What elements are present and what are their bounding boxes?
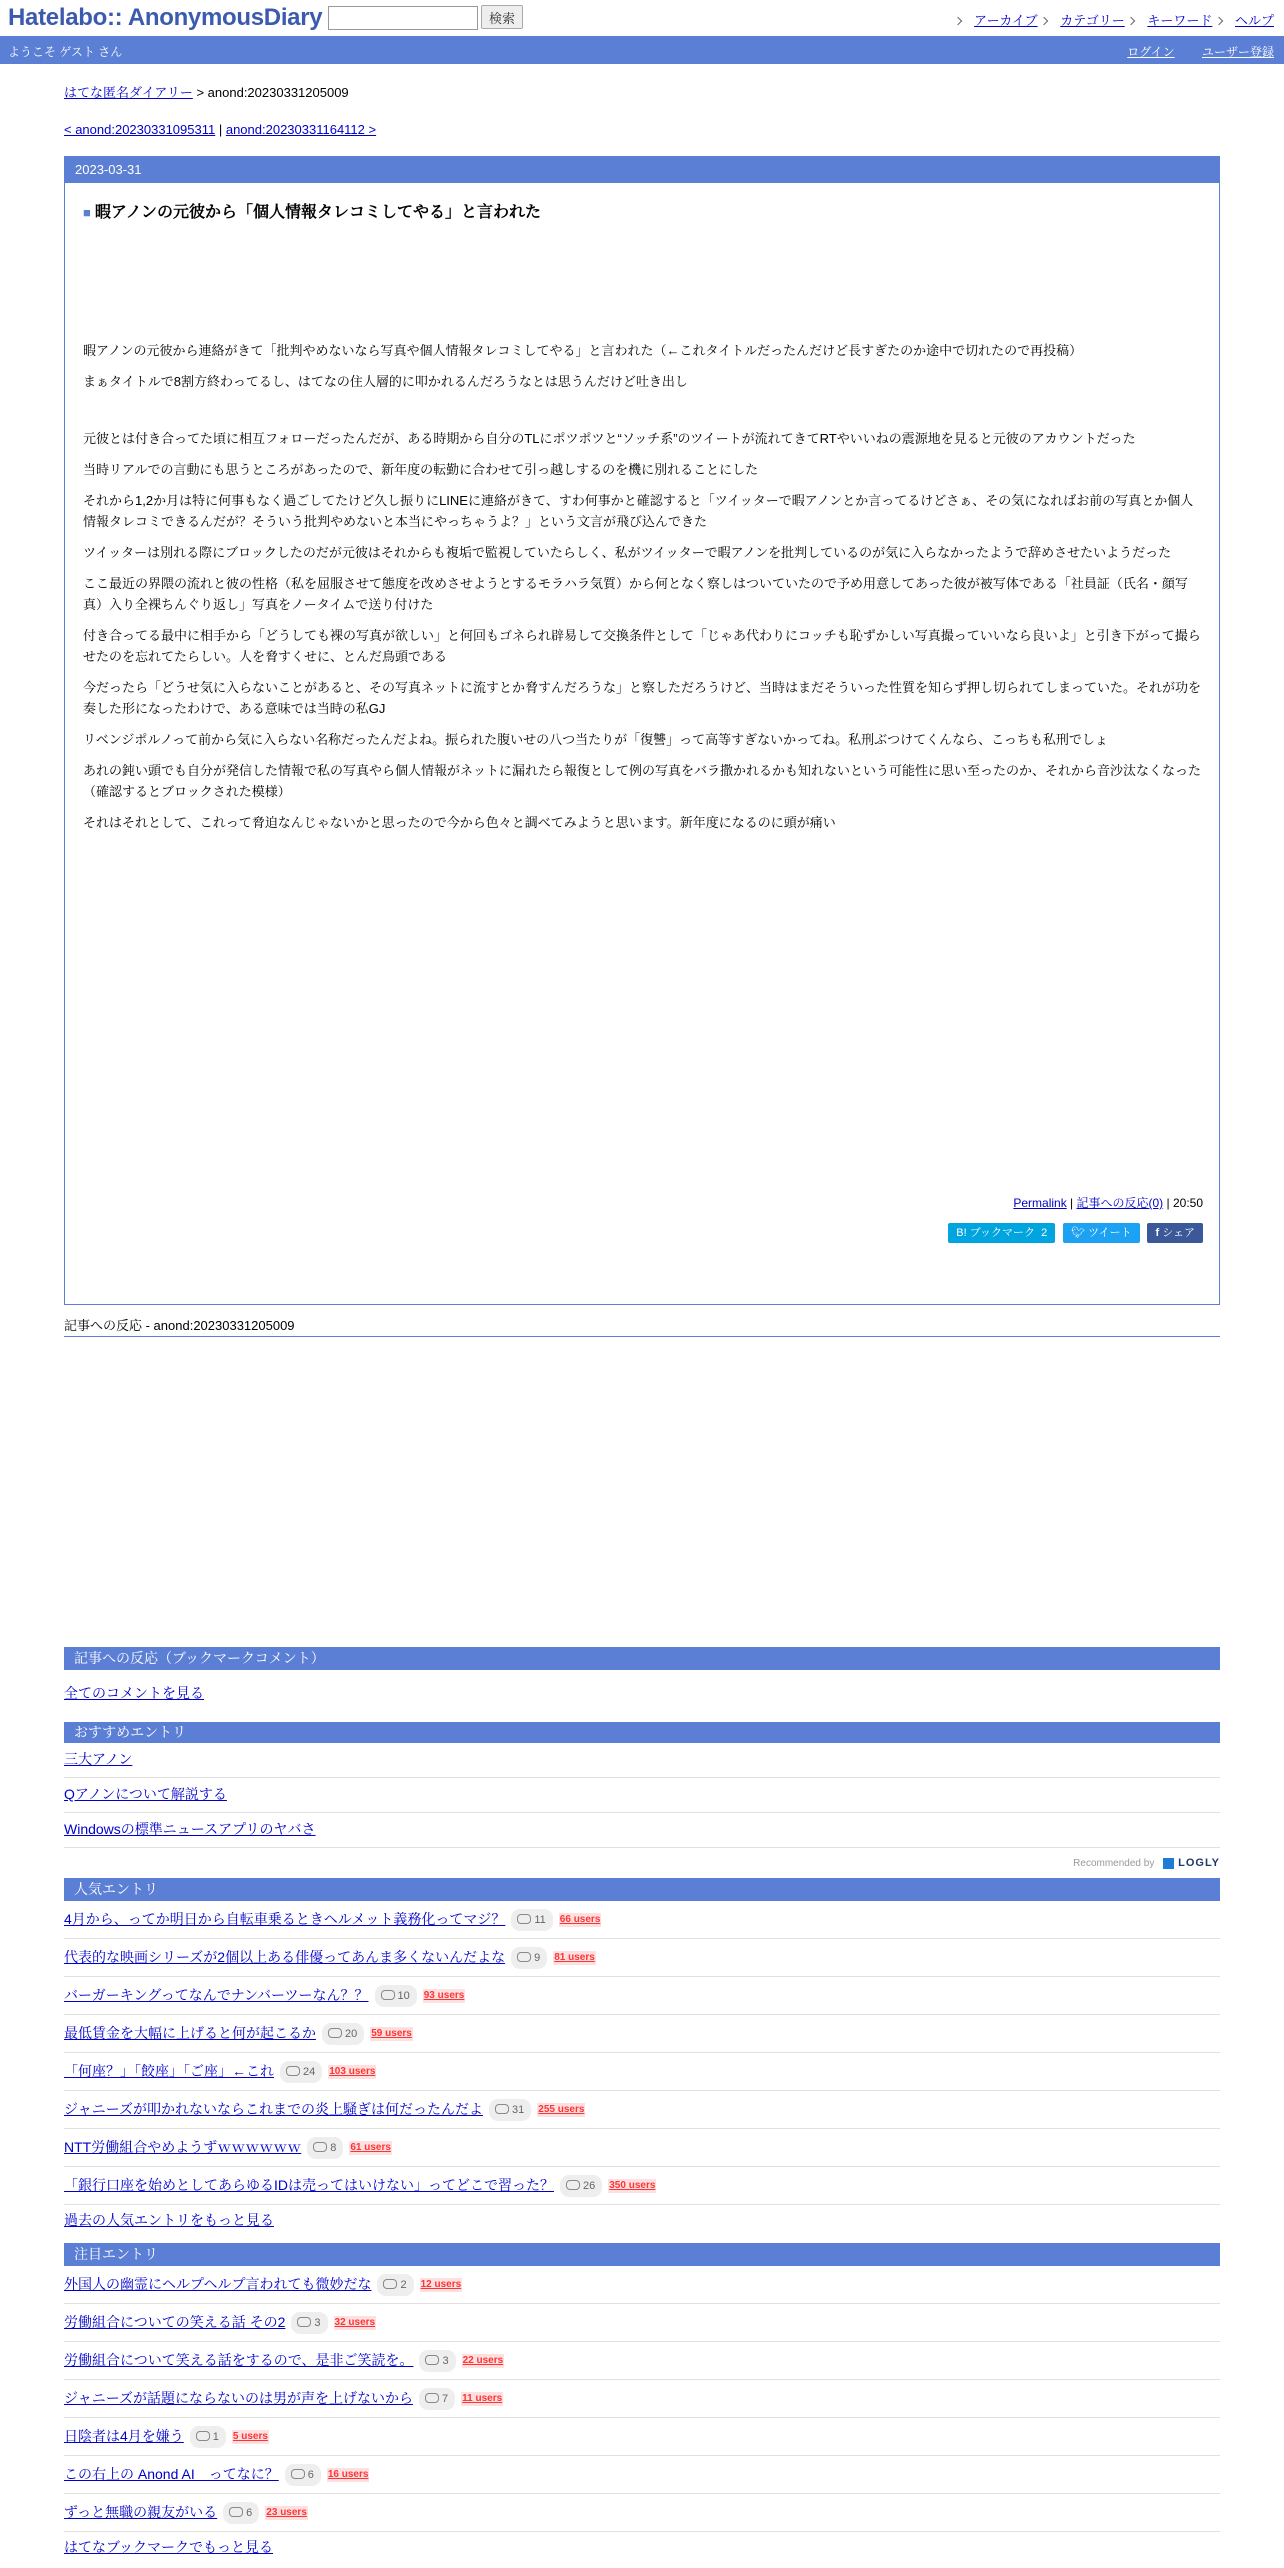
permalink-link[interactable]: Permalink bbox=[1013, 1196, 1067, 1210]
comment-count-value: 31 bbox=[512, 2104, 525, 2117]
nav-keyword[interactable]: キーワード bbox=[1147, 13, 1213, 28]
comment-count[interactable] bbox=[285, 2464, 321, 2486]
users-badge[interactable]: 255 users bbox=[538, 2104, 585, 2116]
entry-link[interactable]: ジャニーズが叩かれないならこれまでの炎上騒ぎは何だったんだよ bbox=[64, 2101, 484, 2117]
popular-heading: 人気エントリ bbox=[64, 1878, 1220, 1901]
comment-count-value: 1 bbox=[212, 2431, 219, 2444]
recommended-link[interactable]: Qアノンについて解説する bbox=[64, 1786, 227, 1802]
users-badge[interactable]: 22 users bbox=[462, 2355, 504, 2367]
entry-link[interactable]: 労働組合についての笑える話 その2 bbox=[64, 2314, 286, 2330]
entry-date: 2023-03-31 bbox=[65, 157, 1219, 183]
breadcrumb-separator: > bbox=[192, 85, 208, 100]
facebook-share-button[interactable] bbox=[1147, 1223, 1203, 1243]
login-link[interactable]: ログイン bbox=[1127, 45, 1175, 59]
entry-link[interactable]: 最低賃金を大幅に上げると何が起こるか bbox=[64, 2025, 316, 2041]
recommended-by bbox=[1073, 1857, 1220, 1869]
entry-paragraph: リベンジポルノって前から気に入らない名称だったんだよね。振られた腹いせの八つ当たりが「復讐」って高等すぎないかってね。私刑ぶつけてくんなら、こっちも私刑でしょ bbox=[83, 732, 1108, 747]
user-bar bbox=[0, 36, 1284, 64]
entry-box bbox=[64, 156, 1220, 1305]
entry-time: 20:50 bbox=[1172, 1196, 1203, 1210]
list-item bbox=[64, 1901, 1220, 1939]
recommended-heading: おすすめエントリ bbox=[64, 1722, 1220, 1743]
comment-icon bbox=[495, 2104, 509, 2114]
users-badge[interactable]: 81 users bbox=[554, 1952, 595, 1964]
comment-count[interactable] bbox=[377, 2274, 413, 2296]
comment-count[interactable] bbox=[322, 2023, 364, 2045]
facebook-label: シェア bbox=[1162, 1227, 1195, 1239]
entry-paragraph: ここ最近の界隈の流れと彼の性格（私を屈服させて態度を改めさせようとするモラハラ気質）から何となく察しはついていたので予め用意してあった彼が被写体である「社員証（氏名・顔写真）入り全裸ちんぐり返し」写真をノータイムで送り付けた bbox=[83, 576, 1188, 612]
comment-icon bbox=[286, 2066, 300, 2076]
top-nav bbox=[955, 10, 1274, 29]
comment-count-value: 6 bbox=[307, 2469, 314, 2482]
comment-icon bbox=[566, 2180, 580, 2190]
comment-count[interactable] bbox=[375, 1985, 417, 2007]
comment-count-value: 7 bbox=[442, 2393, 449, 2406]
entry-pager bbox=[64, 122, 1220, 144]
nav-help[interactable]: ヘルプ bbox=[1234, 13, 1274, 28]
logly-logo[interactable] bbox=[1163, 1857, 1220, 1869]
comment-count-value: 9 bbox=[534, 1952, 541, 1965]
comment-count-value: 3 bbox=[314, 2317, 321, 2330]
entry-paragraph: 今だったら「どうせ気に入らないことがあると、その写真ネットに流すとか脅すんだろうな」と察しただろうけど、当時はまだそういった性質を知らず押し切られてしまっていた。それが功を奏した形になったわけで、ある意味では当時の私GJ bbox=[83, 680, 1202, 716]
users-badge[interactable]: 93 users bbox=[423, 1990, 465, 2002]
comment-count[interactable] bbox=[291, 2312, 327, 2334]
chevron-right-icon bbox=[954, 17, 962, 25]
entry-link[interactable]: 外国人の幽霊にヘルプヘルプ言われても微妙だな bbox=[64, 2276, 372, 2292]
users-badge[interactable]: 16 users bbox=[327, 2469, 369, 2481]
list-item bbox=[64, 2342, 1220, 2380]
entry-link[interactable]: NTT労働組合やめようずｗｗｗｗｗｗ bbox=[64, 2139, 302, 2155]
comment-count-value: 24 bbox=[303, 2066, 316, 2079]
comment-count[interactable] bbox=[489, 2099, 531, 2121]
comment-icon bbox=[517, 1952, 531, 1962]
user-links bbox=[1103, 43, 1274, 60]
comment-count-value: 3 bbox=[442, 2355, 449, 2368]
comment-icon bbox=[196, 2431, 210, 2441]
nav-archive[interactable]: アーカイブ bbox=[974, 13, 1038, 28]
pager-separator: | bbox=[215, 122, 226, 137]
bookmark-comments-heading: 記事への反応（ブックマークコメント） bbox=[64, 1647, 1220, 1670]
list-item bbox=[64, 1743, 1220, 1778]
hatena-bookmark-label: B! ブックマーク bbox=[956, 1227, 1035, 1239]
more-popular bbox=[64, 2205, 1220, 2235]
chevron-right-icon bbox=[1215, 17, 1223, 25]
chevron-right-icon bbox=[1127, 17, 1135, 25]
breadcrumb bbox=[64, 82, 1220, 104]
entry-link[interactable]: 労働組合について笑える話をするので、是非ご笑読を。 bbox=[64, 2352, 414, 2368]
breadcrumb-current: anond:20230331205009 bbox=[207, 85, 349, 100]
comment-icon bbox=[425, 2355, 439, 2365]
share-buttons bbox=[944, 1223, 1203, 1243]
next-entry-link[interactable]: anond:20230331164112 > bbox=[225, 122, 377, 137]
comment-count-value: 10 bbox=[397, 1990, 410, 2003]
hatena-bookmark-button[interactable] bbox=[948, 1223, 1055, 1243]
comment-count[interactable] bbox=[190, 2426, 226, 2448]
comment-count[interactable] bbox=[280, 2061, 322, 2083]
list-item bbox=[64, 1813, 1220, 1848]
list-item bbox=[64, 2167, 1220, 2205]
entry-paragraph: それから1,2か月は特に何事もなく過ごしてたけど久し振りにLINEに連絡がきて、すわ何事かと確認すると「ツイッターで暇アノンとか言ってるけどさぁ、その気になればお前の写真とか個人情報タレコミできるんだが？そういう批判やめないと本当にやっちゃうよ？」という文言が飛び込んできた bbox=[83, 493, 1194, 529]
recommended-link[interactable]: 三大アノン bbox=[64, 1751, 133, 1767]
list-item bbox=[64, 2456, 1220, 2494]
chevron-right-icon bbox=[1040, 17, 1048, 25]
list-item bbox=[64, 1977, 1220, 2015]
comment-icon bbox=[425, 2393, 439, 2403]
comment-count-value: 6 bbox=[246, 2507, 253, 2520]
welcome-text: ようこそ ゲスト さん bbox=[8, 45, 123, 59]
users-badge[interactable]: 11 users bbox=[462, 2393, 503, 2405]
list-item bbox=[64, 2266, 1220, 2304]
more-noteworthy bbox=[64, 2532, 1220, 2562]
site-logo[interactable]: Hatelabo:: AnonymousDiary bbox=[8, 4, 323, 31]
search-input[interactable] bbox=[328, 6, 478, 30]
comment-count[interactable] bbox=[419, 2350, 455, 2372]
users-badge[interactable]: 61 users bbox=[350, 2142, 391, 2154]
list-item bbox=[64, 2304, 1220, 2342]
entry-title bbox=[83, 199, 1219, 222]
tweet-button[interactable] bbox=[1063, 1223, 1139, 1243]
comment-count[interactable] bbox=[560, 2175, 602, 2197]
noteworthy-list bbox=[64, 2266, 1220, 2562]
users-badge[interactable]: 103 users bbox=[329, 2066, 376, 2078]
entry-link[interactable]: 「何座？」「餃座」「ご座」←これ bbox=[64, 2063, 274, 2079]
users-badge[interactable]: 5 users bbox=[232, 2431, 268, 2443]
entry-link[interactable]: 日陰者は4月を嫌う bbox=[64, 2428, 184, 2444]
comment-icon bbox=[381, 1990, 395, 2000]
entry-paragraph: 付き合ってる最中に相手から「どうしても裸の写真が欲しい」と何回もゴネられ辟易して交換条件として「じゃあ代わりにコッチも恥ずかしい写真撮っていいなら良いよ」と引き下がって撮らせたのを忘れてたらしい。人を脅すくせに、とんだ鳥頭である bbox=[83, 628, 1201, 664]
recommended-list bbox=[64, 1743, 1220, 1848]
register-link[interactable]: ユーザー登録 bbox=[1201, 45, 1274, 59]
entry-link[interactable]: ジャニーズが話題にならないのは男が声を上げないから bbox=[64, 2390, 414, 2406]
entry-link[interactable]: 代表的な映画シリーズが2個以上ある俳優ってあんま多くないんだよな bbox=[64, 1949, 506, 1965]
list-item bbox=[64, 2091, 1220, 2129]
comment-count-value: 8 bbox=[330, 2142, 337, 2155]
entry-link[interactable]: 4月から、ってか明日から自転車乗るときヘルメット義務化ってマジ？ bbox=[64, 1911, 506, 1927]
twitter-icon: 🐦︎ bbox=[1071, 1227, 1086, 1239]
comment-count[interactable] bbox=[511, 1947, 547, 1969]
list-item bbox=[64, 2418, 1220, 2456]
logly-icon bbox=[1163, 1858, 1174, 1869]
all-comments-link[interactable]: 全てのコメントを見る bbox=[64, 1685, 204, 1701]
breadcrumb-home[interactable]: はてな匿名ダイアリー bbox=[64, 85, 193, 100]
comment-count[interactable] bbox=[307, 2137, 343, 2159]
noteworthy-heading: 注目エントリ bbox=[64, 2243, 1220, 2266]
entry-paragraph: 元彼とは付き合ってた頃に相互フォローだったんだが、ある時期から自分のTLにポツポツと“ソッチ系”のツイートが流れてきてRTやいいねの震源地を見ると元彼のアカウントだった bbox=[83, 431, 1136, 446]
entry-paragraph: それはそれとして、これって脅迫なんじゃないかと思ったので今から色々と調べてみようと思います。新年度になるのに頭が痛い bbox=[83, 815, 836, 830]
entry-paragraph: あれの鈍い頭でも自分が発信した情報で私の写真やら個人情報がネットに漏れたら報復として例の写真をバラ撒かれるかも知れないという可能性に思い至ったのか、それから音沙汰なくなった（確認するとブロックされた模様） bbox=[83, 763, 1202, 799]
comment-icon bbox=[313, 2142, 327, 2152]
entry-paragraph: まぁタイトルで8割方終わってるし、はてなの住人層的に叩かれるんだろうなとは思うんだけど吐き出し bbox=[83, 374, 688, 389]
entry-permalink-mark[interactable]: ■ bbox=[83, 205, 91, 220]
footer-separator: | bbox=[1163, 1196, 1173, 1210]
comment-count-value: 20 bbox=[345, 2028, 358, 2041]
list-item bbox=[64, 1778, 1220, 1813]
logly-brand: LOGLY bbox=[1178, 1857, 1220, 1869]
entry-body bbox=[83, 340, 1201, 833]
entry-link[interactable]: ずっと無職の親友がいる bbox=[64, 2504, 218, 2520]
more-popular-link[interactable]: 過去の人気エントリをもっと見る bbox=[64, 2212, 274, 2228]
top-header bbox=[0, 0, 1284, 36]
users-badge[interactable]: 66 users bbox=[559, 1914, 601, 1926]
comment-count-value: 26 bbox=[583, 2180, 596, 2193]
users-badge[interactable]: 350 users bbox=[609, 2180, 656, 2192]
nav-category[interactable]: カテゴリー bbox=[1060, 13, 1125, 28]
list-item bbox=[64, 2053, 1220, 2091]
entry-paragraph: 暇アノンの元彼から連絡がきて「批判やめないなら写真や個人情報タレコミしてやる」と言われた（←これタイトルだったんだけど長すぎたのか途中で切れたので再投稿） bbox=[83, 343, 1083, 358]
main-content bbox=[64, 82, 1220, 2555]
entry-title-text: 暇アノンの元彼から「個人情報タレコミしてやる」と言われた bbox=[94, 204, 541, 221]
comment-count[interactable] bbox=[511, 1909, 552, 1931]
comment-icon bbox=[291, 2469, 305, 2479]
prev-entry-link[interactable]: < anond:20230331095311 bbox=[64, 122, 216, 137]
list-item bbox=[64, 2380, 1220, 2418]
users-badge[interactable]: 59 users bbox=[371, 2028, 412, 2040]
list-item bbox=[64, 2129, 1220, 2167]
list-item bbox=[64, 2494, 1220, 2532]
popular-list bbox=[64, 1901, 1220, 2235]
comment-count-value: 2 bbox=[400, 2279, 407, 2292]
comment-count-value: 11 bbox=[534, 1914, 546, 1927]
comment-icon bbox=[328, 2028, 342, 2038]
list-item bbox=[64, 2015, 1220, 2053]
comment-icon bbox=[383, 2279, 397, 2289]
reactions-link[interactable]: 記事への反応(0) bbox=[1076, 1196, 1164, 1210]
list-item bbox=[64, 1939, 1220, 1977]
comment-count[interactable] bbox=[223, 2502, 259, 2524]
reactions-heading: 記事への反応 - anond:20230331205009 bbox=[64, 1315, 1220, 1337]
entry-paragraph: 当時リアルでの言動にも思うところがあったので、新年度の転勤に合わせて引っ越しするのを機に別れることにした bbox=[83, 462, 759, 477]
facebook-icon: f bbox=[1155, 1227, 1160, 1239]
entry-link[interactable]: バーガーキングってなんでナンバーツーなん？？ bbox=[64, 1987, 369, 2003]
entry-footer bbox=[1013, 1194, 1203, 1211]
users-badge[interactable]: 32 users bbox=[334, 2317, 376, 2329]
users-badge[interactable]: 12 users bbox=[420, 2279, 462, 2291]
comment-icon bbox=[517, 1914, 531, 1924]
comment-count[interactable] bbox=[419, 2388, 455, 2410]
entry-link[interactable]: この右上の Anond AI ってなに？ bbox=[64, 2466, 279, 2482]
users-badge[interactable]: 23 users bbox=[266, 2507, 307, 2519]
comment-icon bbox=[297, 2317, 311, 2327]
comment-icon bbox=[229, 2507, 243, 2517]
search-button[interactable]: 検索 bbox=[481, 5, 523, 29]
recommended-by-label: Recommended by bbox=[1073, 1858, 1155, 1869]
tweet-label: ツイート bbox=[1088, 1227, 1132, 1239]
more-noteworthy-link[interactable]: はてなブックマークでもっと見る bbox=[64, 2539, 274, 2555]
entry-link[interactable]: 「銀行口座を始めとしてあらゆるIDは売ってはいけない」ってどこで習った？ bbox=[64, 2177, 554, 2193]
entry-paragraph: ツイッターは別れる際にブロックしたのだが元彼はそれからも複垢で監視していたらしく、私がツイッターで暇アノンを批判しているのが気に入らなかったようで辞めさせたいようだった bbox=[83, 545, 1172, 560]
footer-separator: | bbox=[1066, 1196, 1077, 1210]
hatena-bookmark-count: 2 bbox=[1041, 1227, 1048, 1239]
recommended-link[interactable]: Windowsの標準ニュースアプリのヤバさ bbox=[64, 1821, 316, 1837]
